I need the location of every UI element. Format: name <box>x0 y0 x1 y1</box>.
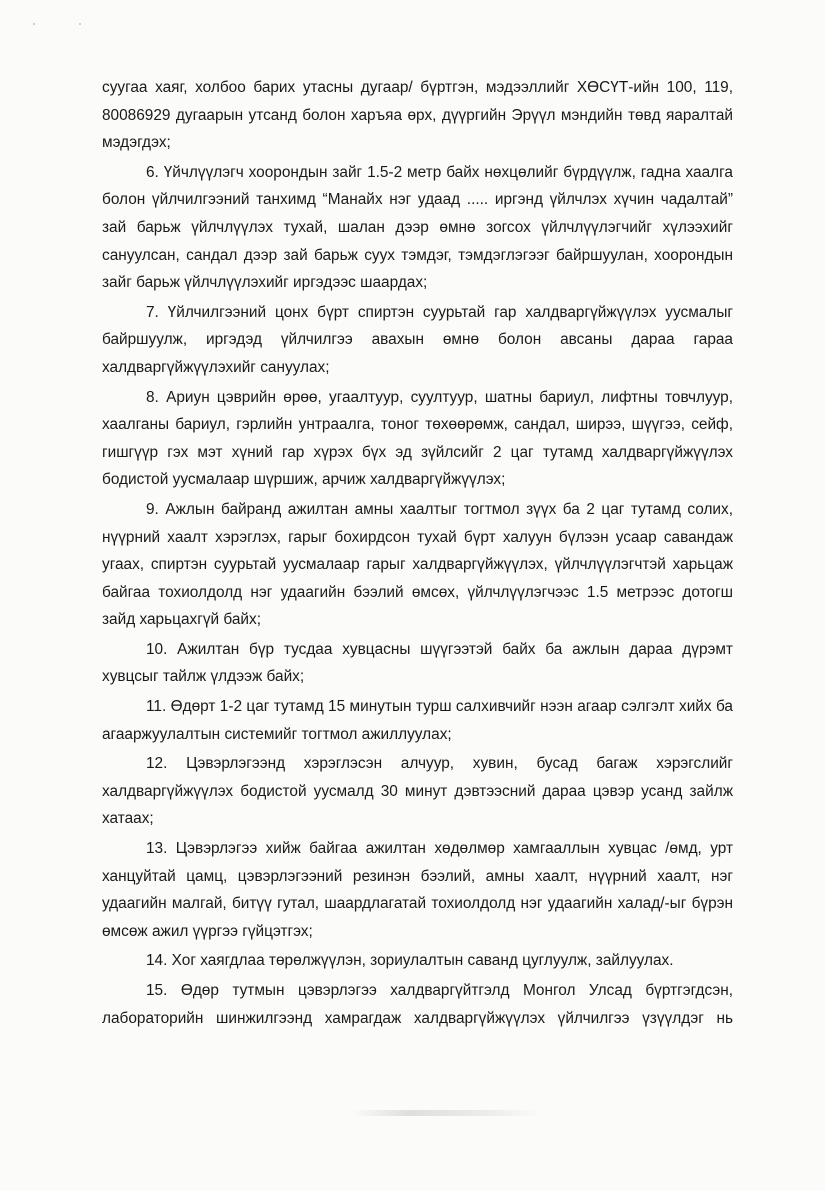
paragraph-continuation: суугаа хаяг, холбоо барих утасны дугаар/ бүртгэн, мэдээллийг ХӨСҮТ-ийн 100, 119, 80086929 дугаарын утсанд болон харъяа өрх, дүүргийн Эрүүл мэндийн төвд яаралтай мэдэгдэх; <box>102 79 733 152</box>
document-body <box>102 74 733 1034</box>
paragraph-item-8: 8. Ариун цэврийн өрөө, угаалтуур, суултуур, шатны бариул, лифтны товчлуур, хаалганы бариул, гэрлийн унтраалга, тоног төхөөрөмж, сандал, ширээ, шүүгээ, сейф, гишгүүр гэх мэт хүний гар хүрэх бүх эд зүйлсийг 2 цаг тутамд халдваргүйжүүлэх бодистой уусмалаар шүршиж, арчиж халдваргүйжүүлэх; <box>102 388 733 489</box>
scan-smudge <box>352 1110 542 1116</box>
paragraph-item-10: 10. Ажилтан бүр тусдаа хувцасны шүүгээтэй байх ба ажлын дараа дүрэмт хувцсыг тайлж үлдээж байх; <box>102 640 733 686</box>
paragraph-item-11: 11. Өдөрт 1-2 цаг тутамд 15 минутын турш салхивчийг нээн агаар сэлгэлт хийх ба агааржуулалтын системийг тогтмол ажиллуулах; <box>102 698 733 743</box>
paragraph-item-7: 7. Үйлчилгээний цонх бүрт спиртэн суурьтай гар халдваргүйжүүлэх уусмалыг байршуулж, иргэдэд үйлчилгээ авахын өмнө болон авсаны дараа гараа халдваргүйжүүлэхийг сануулах; <box>102 303 733 376</box>
paragraph-item-15: 15. Өдөр тутмын цэвэрлэгээ халдваргүйтгэлд Монгол Улсад бүртгэгдсэн, лабораторийн шинжилгээнд хамрагдаж халдваргүйжүүлэх үйлчилгээ үзүүлдэг нь <box>102 982 733 1027</box>
paragraph-item-9: 9. Ажлын байранд ажилтан амны хаалтыг тогтмол зүүх ба 2 цаг тутамд солих, нүүрний хаалт хэрэглэх, гарыг бохирдсон тухай бүрт халуун бүлээн усаар савандаж угаах, спиртэн суурьтай уусмалаар гарыг халдваргүйжүүлэх, үйлчлүүлэгчтэй харьцаж байгаа тохиолдолд нэг удаагийн бээлий өмсөх, үйлчлүүлэгчээс 1.5 метрээс дотогш зайд харьцахгүй байх; <box>102 500 733 629</box>
paragraph-item-6: 6. Үйчлүүлэгч хоорондын зайг 1.5-2 метр байх нөхцөлийг бүрдүүлж, гадна хаалга болон үйлчилгээний танхимд “Манайх нэг удаад ..... иргэнд үйлчлэх хүчин чадалтай” зай барьж үйлчлүүлэх тухай, шалан дээр өмнө зогсох үйлчлүүлэгчийг хүлээхийг сануулсан, сандал дээр зай барьж суух тэмдэг, тэмдэглэгээг байршуулан, хоорондын зайг барьж үйлчлүүлэхийг иргэдээс шаардах; <box>102 163 733 292</box>
paragraph-item-14: 14. Хог хаягдлаа төрөлжүүлэн, зориулалтын саванд цуглуулж, зайлуулах. <box>146 952 674 970</box>
paragraph-item-12: 12. Цэвэрлэгээнд хэрэглэсэн алчуур, хувин, бусад багаж хэрэгслийг халдваргүйжүүлэх бодистой уусмалд 30 минут дэвтээсний дараа цэвэр усанд зайлж хатаах; <box>102 755 733 828</box>
paragraph-item-13: 13. Цэвэрлэгээ хийж байгаа ажилтан хөдөлмөр хамгааллын хувцас /өмд, урт ханцуйтай цамц, цэвэрлэгээний резинэн бээлий, амны хаалт, нүүрний хаалт, нэг удаагийн малгай, битүү гутал, шаардлагатай тохиолдолд нэг удаагийн халад/-ыг бүрэн өмсөж ажил үүргээ гүйцэтгэх; <box>102 840 733 940</box>
